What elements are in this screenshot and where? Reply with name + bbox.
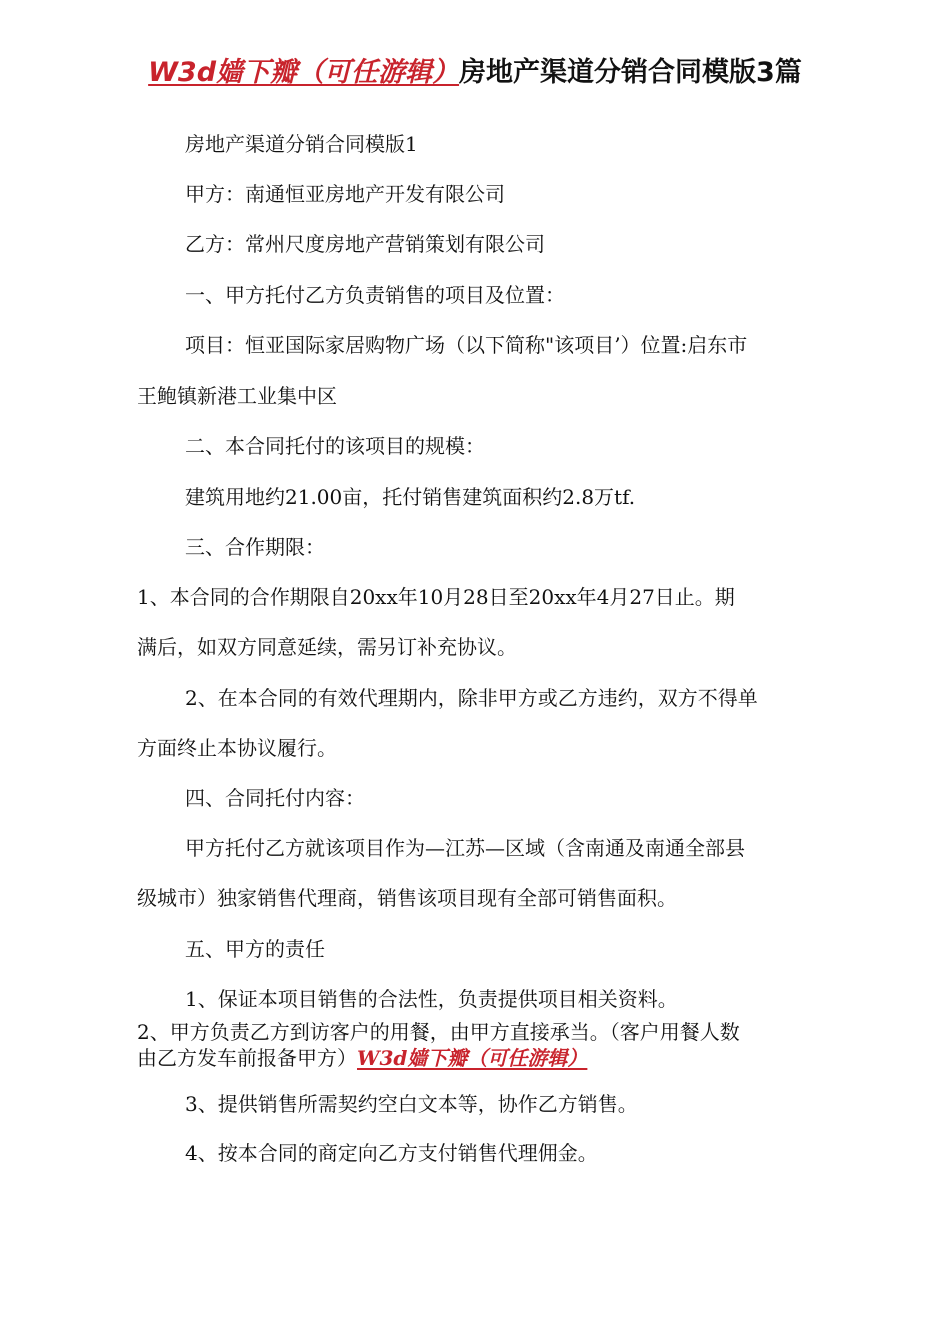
section-4-heading: 四、合同托付内容： — [185, 786, 365, 810]
section-3-heading: 三、合作期限： — [185, 535, 325, 559]
party-b: 乙方：常州尺度房地产营销策划有限公司 — [185, 232, 545, 256]
duty-1: 1、保证本项目销售的合法性，负责提供项目相关资料。 — [185, 987, 678, 1011]
project-scale: 建筑用地约21.00亩，托付销售建筑面积约2.8万tf. — [185, 485, 636, 509]
duty-4: 4、按本合同的商定向乙方支付销售代理佣金。 — [185, 1141, 598, 1165]
term-clause-2-line-1: 2、在本合同的有效代理期内，除非甲方或乙方违约，双方不得单 — [185, 686, 758, 710]
term-clause-1-line-2: 满后，如双方同意延续，需另订补充协议。 — [137, 635, 517, 659]
contract-heading: 房地产渠道分销合同模版1 — [185, 132, 418, 156]
project-location-line-2: 王鲍镇新港工业集中区 — [137, 384, 337, 408]
content-line-2: 级城市）独家销售代理商，销售该项目现有全部可销售面积。 — [137, 886, 677, 910]
duty-2-line-2 — [137, 1046, 587, 1070]
title-text: 房地产渠道分销合同模版3篇 — [459, 57, 802, 88]
duty-2-text: 由乙方发车前报备甲方） — [137, 1046, 357, 1070]
party-a: 甲方：南通恒亚房地产开发有限公司 — [185, 182, 505, 206]
document-title — [0, 50, 950, 89]
term-clause-2-line-2: 方面终止本协议履行。 — [137, 736, 337, 760]
duty-3: 3、提供销售所需契约空白文本等，协作乙方销售。 — [185, 1092, 638, 1116]
duty-2-line-1: 2、甲方负责乙方到访客户的用餐，由甲方直接承当。（客户用餐人数 — [137, 1020, 740, 1044]
section-5-heading: 五、甲方的责任 — [185, 937, 325, 961]
content-line-1: 甲方托付乙方就该项目作为—江苏—区域（含南通及南通全部县 — [185, 836, 745, 860]
section-2-heading: 二、本合同托付的该项目的规模： — [185, 434, 485, 458]
term-clause-1-line-1: 1、本合同的合作期限自20xx年10月28日至20xx年4月27日止。期 — [137, 585, 735, 609]
title-watermark: W3d嫱下瓣（可任游辑） — [148, 57, 460, 88]
inline-watermark: W3d嫱下瓣（可任游辑） — [357, 1046, 588, 1070]
project-location-line-1: 项目：恒亚国际家居购物广场（以下简称"该项目’）位置:启东市 — [185, 333, 748, 357]
section-1-heading: 一、甲方托付乙方负责销售的项目及位置： — [185, 283, 565, 307]
